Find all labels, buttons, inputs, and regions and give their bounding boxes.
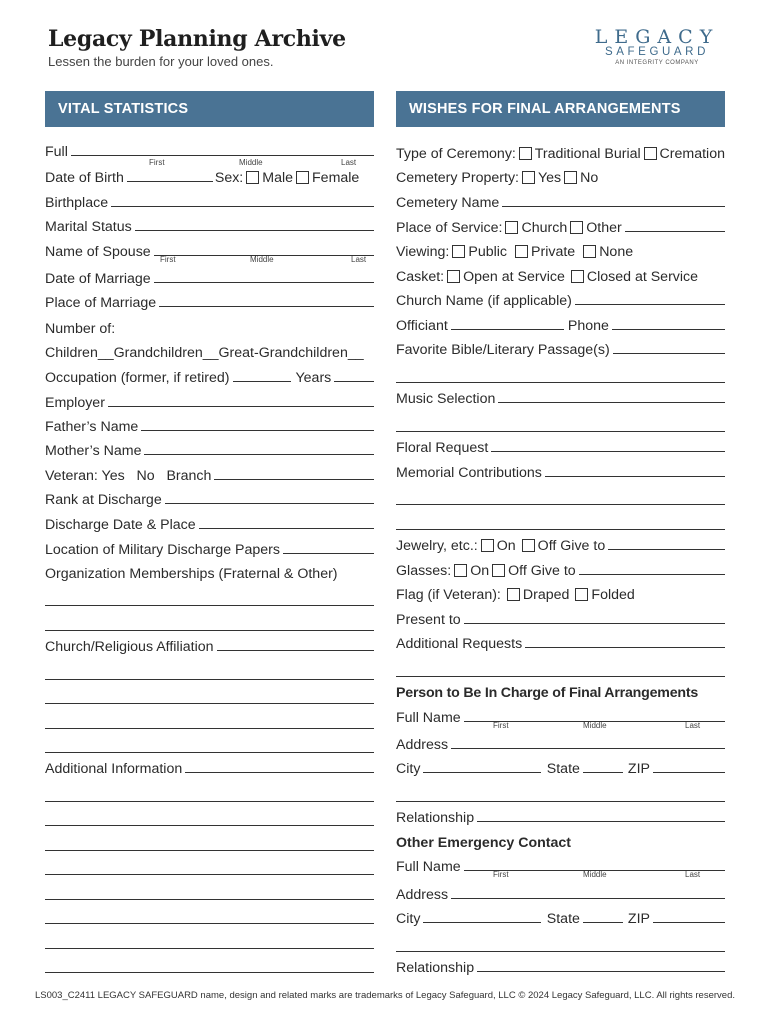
discharge-field[interactable]	[199, 528, 374, 529]
additional-line-5[interactable]	[45, 875, 374, 900]
church-row	[45, 631, 374, 655]
church-line-4[interactable]	[45, 729, 374, 753]
middle-caption: Middle	[239, 158, 263, 167]
female-label: Female	[312, 170, 360, 186]
employer-field[interactable]	[108, 406, 374, 407]
traditional-checkbox[interactable]	[519, 147, 532, 160]
glasses-row	[396, 554, 725, 579]
present-row	[396, 603, 725, 628]
ceremony-label: Type of Ceremony:	[396, 146, 516, 162]
in-charge-first-caption: First	[493, 721, 509, 730]
cemetery-property-row	[396, 162, 725, 186]
orgs-label: Organization Memberships (Fraternal & Other)	[45, 566, 338, 582]
marriage-place-label: Place of Marriage	[45, 295, 157, 311]
male-label: Male	[262, 170, 294, 186]
music-row	[396, 383, 725, 407]
branch-field[interactable]	[214, 479, 374, 480]
marriage-date-row	[45, 260, 374, 287]
rank-label: Rank at Discharge	[45, 492, 162, 508]
additional-requests-row	[396, 628, 725, 652]
church-line-3[interactable]	[45, 704, 374, 729]
papers-location-row	[45, 533, 374, 558]
emergency-state-field[interactable]	[583, 922, 623, 923]
flag-folded-checkbox[interactable]	[575, 588, 588, 601]
additional-info-row	[45, 753, 374, 777]
dob-row	[45, 160, 374, 186]
in-charge-state-field[interactable]	[583, 772, 623, 773]
cemetery-yes-label: Yes	[538, 170, 562, 186]
female-checkbox[interactable]	[296, 171, 309, 184]
cremation-label: Cremation	[659, 146, 725, 162]
jewelry-give-field[interactable]	[608, 549, 725, 550]
emergency-zip-label: ZIP	[627, 911, 650, 927]
emergency-city-row	[396, 903, 725, 927]
additional-requests-line[interactable]	[396, 652, 725, 677]
jewelry-on-checkbox[interactable]	[481, 539, 494, 552]
full-name-label: Full	[45, 144, 68, 160]
passage-line[interactable]	[396, 358, 725, 383]
page-title: Legacy Planning Archive	[48, 26, 346, 52]
marriage-place-field[interactable]	[159, 306, 374, 307]
flag-draped-label: Draped	[522, 587, 570, 603]
in-charge-address-label: Address	[396, 737, 449, 753]
papers-location-field[interactable]	[283, 553, 374, 554]
male-checkbox[interactable]	[246, 171, 259, 184]
flag-folded-label: Folded	[591, 587, 635, 603]
veteran-label: Veteran: Yes No Branch	[45, 468, 212, 484]
passage-field[interactable]	[613, 353, 725, 354]
none-label: None	[599, 244, 634, 260]
final-arrangements-column	[396, 138, 725, 976]
orgs-line-2[interactable]	[45, 606, 374, 631]
in-charge-middle-caption: Middle	[583, 721, 607, 730]
traditional-label: Traditional Burial	[534, 146, 641, 162]
in-charge-city-label: City	[396, 761, 421, 777]
sex-label: Sex:	[214, 170, 244, 186]
in-charge-zip-field[interactable]	[653, 772, 725, 773]
in-charge-relationship-label: Relationship	[396, 810, 475, 826]
jewelry-on-label: On	[496, 538, 516, 554]
additional-line-3[interactable]	[45, 826, 374, 851]
additional-info-label: Additional Information	[45, 761, 183, 777]
marital-field[interactable]	[135, 230, 374, 231]
officiant-label: Officiant	[396, 318, 448, 334]
marriage-date-field[interactable]	[154, 282, 374, 283]
years-label: Years	[295, 370, 332, 386]
private-checkbox[interactable]	[515, 245, 528, 258]
jewelry-off-checkbox[interactable]	[522, 539, 535, 552]
papers-location-label: Location of Military Discharge Papers	[45, 542, 280, 558]
glasses-off-checkbox[interactable]	[492, 564, 505, 577]
additional-line-6[interactable]	[45, 900, 374, 924]
public-label: Public	[468, 244, 508, 260]
additional-line-8[interactable]	[45, 949, 374, 973]
marriage-date-label: Date of Marriage	[45, 271, 151, 287]
phone-field[interactable]	[612, 329, 725, 330]
spouse-last-caption: Last	[351, 255, 367, 264]
final-arrangements-header: WISHES FOR FINAL ARRANGEMENTS	[396, 91, 725, 127]
vital-statistics-header: VITAL STATISTICS	[45, 91, 374, 127]
father-label: Father’s Name	[45, 419, 139, 435]
private-label: Private	[531, 244, 576, 260]
in-charge-relationship-field[interactable]	[477, 821, 725, 822]
logo-wordmark-secondary: SAFEGUARD	[605, 46, 709, 58]
logo-tagline: AN INTEGRITY COMPANY	[615, 60, 699, 66]
memorial-label: Memorial Contributions	[396, 465, 542, 481]
dob-label: Date of Birth	[45, 170, 124, 186]
dob-field[interactable]	[127, 181, 213, 182]
emergency-address-label: Address	[396, 887, 449, 903]
cemetery-yes-checkbox[interactable]	[522, 171, 535, 184]
rank-field[interactable]	[165, 503, 374, 504]
full-name-field[interactable]	[71, 155, 374, 156]
ceremony-row	[396, 138, 725, 162]
in-charge-heading-row	[396, 677, 725, 701]
spouse-first-caption: First	[160, 255, 176, 264]
children-label: Children__Grandchildren__Great-Grandchildren__	[45, 345, 364, 361]
emergency-relationship-row	[396, 952, 725, 976]
casket-open-checkbox[interactable]	[447, 270, 460, 283]
additional-line-2[interactable]	[45, 802, 374, 826]
flag-row	[396, 579, 725, 603]
casket-closed-label: Closed at Service	[586, 269, 699, 285]
in-charge-city-row	[396, 753, 725, 777]
jewelry-label: Jewelry, etc.:	[396, 538, 478, 554]
church-label: Church/Religious Affiliation	[45, 639, 214, 655]
mother-field[interactable]	[144, 454, 374, 455]
cemetery-no-label: No	[580, 170, 599, 186]
other-option-label: Other	[586, 220, 622, 236]
glasses-off-label: Off Give to	[508, 563, 576, 579]
page-subtitle: Lessen the burden for your loved ones.	[48, 54, 274, 69]
passage-row	[396, 334, 725, 358]
in-charge-name-label: Full Name	[396, 710, 461, 726]
emergency-city-label: City	[396, 911, 421, 927]
company-logo	[582, 26, 732, 66]
service-place-row	[396, 211, 725, 236]
employer-row	[45, 386, 374, 411]
emergency-heading-row	[396, 826, 725, 851]
glasses-label: Glasses:	[396, 563, 452, 579]
public-checkbox[interactable]	[452, 245, 465, 258]
marital-row	[45, 211, 374, 235]
church-name-label: Church Name (if applicable)	[396, 293, 572, 309]
casket-label: Casket:	[396, 269, 445, 285]
church-line-2[interactable]	[45, 680, 374, 704]
viewing-label: Viewing:	[396, 244, 450, 260]
number-of-row	[45, 311, 374, 337]
mother-label: Mother’s Name	[45, 443, 142, 459]
additional-info-field[interactable]	[185, 772, 374, 773]
flag-label: Flag (if Veteran):	[396, 587, 501, 603]
birthplace-row	[45, 186, 374, 211]
discharge-row	[45, 508, 374, 533]
in-charge-heading: Person to Be In Charge of Final Arrangements	[396, 685, 699, 701]
full-name-row	[45, 138, 374, 167]
emergency-address-row	[396, 875, 725, 903]
occupation-row	[45, 361, 374, 386]
casket-closed-checkbox[interactable]	[571, 270, 584, 283]
occupation-field[interactable]	[233, 381, 291, 382]
glasses-on-label: On	[470, 563, 490, 579]
glasses-give-field[interactable]	[579, 574, 725, 575]
present-label: Present to	[396, 612, 461, 628]
orgs-row	[45, 558, 374, 582]
birthplace-label: Birthplace	[45, 195, 109, 211]
orgs-line-1[interactable]	[45, 582, 374, 606]
viewing-row	[396, 236, 725, 260]
in-charge-zip-label: ZIP	[627, 761, 650, 777]
occupation-label: Occupation (former, if retired)	[45, 370, 230, 386]
in-charge-relationship-row	[396, 802, 725, 826]
music-line[interactable]	[396, 407, 725, 432]
floral-field[interactable]	[491, 451, 725, 452]
memorial-line-2[interactable]	[396, 505, 725, 530]
emergency-relationship-label: Relationship	[396, 960, 475, 976]
glasses-on-checkbox[interactable]	[454, 564, 467, 577]
music-field[interactable]	[498, 402, 725, 403]
marital-label: Marital Status	[45, 219, 132, 235]
emergency-name-row	[396, 851, 725, 879]
emergency-relationship-field[interactable]	[477, 971, 725, 972]
cremation-checkbox[interactable]	[644, 147, 657, 160]
phone-label: Phone	[567, 318, 609, 334]
in-charge-extra-line[interactable]	[396, 777, 725, 802]
emergency-first-caption: First	[493, 870, 509, 879]
present-field[interactable]	[464, 623, 725, 624]
last-caption: Last	[341, 158, 357, 167]
other-field[interactable]	[625, 231, 725, 232]
emergency-city-field[interactable]	[423, 922, 540, 923]
in-charge-address-field[interactable]	[451, 748, 725, 749]
discharge-label: Discharge Date & Place	[45, 517, 196, 533]
emergency-last-caption: Last	[685, 870, 701, 879]
emergency-state-label: State	[546, 911, 580, 927]
emergency-extra-line[interactable]	[396, 927, 725, 952]
passage-label: Favorite Bible/Literary Passage(s)	[396, 342, 610, 358]
jewelry-off-label: Off Give to	[537, 538, 606, 554]
additional-line-7[interactable]	[45, 924, 374, 949]
flag-draped-checkbox[interactable]	[507, 588, 520, 601]
spouse-middle-caption: Middle	[250, 255, 274, 264]
first-caption: First	[149, 158, 165, 167]
emergency-address-field[interactable]	[451, 898, 725, 899]
music-label: Music Selection	[396, 391, 496, 407]
footer-legal: LS003_C2411 LEGACY SAFEGUARD name, design and related marks are trademarks of Legacy Safeguard, LLC © 2024 Legacy Safeguard, LLC. All rights reserved.	[34, 990, 735, 1001]
birthplace-field[interactable]	[111, 206, 374, 207]
years-field[interactable]	[334, 381, 374, 382]
in-charge-address-row	[396, 726, 725, 753]
vital-statistics-column	[45, 138, 374, 973]
emergency-name-label: Full Name	[396, 859, 461, 875]
church-option-label: Church	[521, 220, 568, 236]
emergency-zip-field[interactable]	[653, 922, 725, 923]
in-charge-name-row	[396, 701, 725, 730]
mother-row	[45, 435, 374, 459]
officiant-field[interactable]	[451, 329, 564, 330]
additional-line-1[interactable]	[45, 777, 374, 802]
floral-row	[396, 432, 725, 456]
emergency-middle-caption: Middle	[583, 870, 607, 879]
church-name-row	[396, 285, 725, 309]
memorial-line-1[interactable]	[396, 481, 725, 505]
memorial-field[interactable]	[545, 476, 725, 477]
cemetery-name-row	[396, 186, 725, 211]
casket-row	[396, 260, 725, 285]
emergency-heading: Other Emergency Contact	[396, 835, 572, 851]
memorial-row	[396, 456, 725, 481]
children-row	[45, 337, 374, 361]
employer-label: Employer	[45, 395, 105, 411]
other-checkbox[interactable]	[570, 221, 583, 234]
church-checkbox[interactable]	[505, 221, 518, 234]
spouse-row	[45, 235, 374, 264]
in-charge-last-caption: Last	[685, 721, 701, 730]
jewelry-row	[396, 530, 725, 554]
cemetery-name-field[interactable]	[502, 206, 725, 207]
additional-line-4[interactable]	[45, 851, 374, 875]
father-field[interactable]	[141, 430, 374, 431]
floral-label: Floral Request	[396, 440, 489, 456]
church-field[interactable]	[217, 650, 374, 651]
none-checkbox[interactable]	[583, 245, 596, 258]
church-line-1[interactable]	[45, 655, 374, 680]
casket-open-label: Open at Service	[463, 269, 565, 285]
officiant-row	[396, 309, 725, 334]
number-of-label: Number of:	[45, 321, 116, 337]
cemetery-no-checkbox[interactable]	[564, 171, 577, 184]
additional-requests-field[interactable]	[525, 647, 725, 648]
additional-requests-label: Additional Requests	[396, 636, 523, 652]
cemetery-name-label: Cemetery Name	[396, 195, 500, 211]
spouse-label: Name of Spouse	[45, 244, 151, 260]
service-place-label: Place of Service:	[396, 220, 503, 236]
marriage-place-row	[45, 287, 374, 311]
cemetery-property-label: Cemetery Property:	[396, 170, 519, 186]
in-charge-city-field[interactable]	[423, 772, 540, 773]
in-charge-state-label: State	[546, 761, 580, 777]
rank-row	[45, 484, 374, 508]
father-row	[45, 411, 374, 435]
veteran-row	[45, 459, 374, 484]
logo-wordmark: LEGACY	[594, 26, 720, 48]
church-name-field[interactable]	[575, 304, 725, 305]
